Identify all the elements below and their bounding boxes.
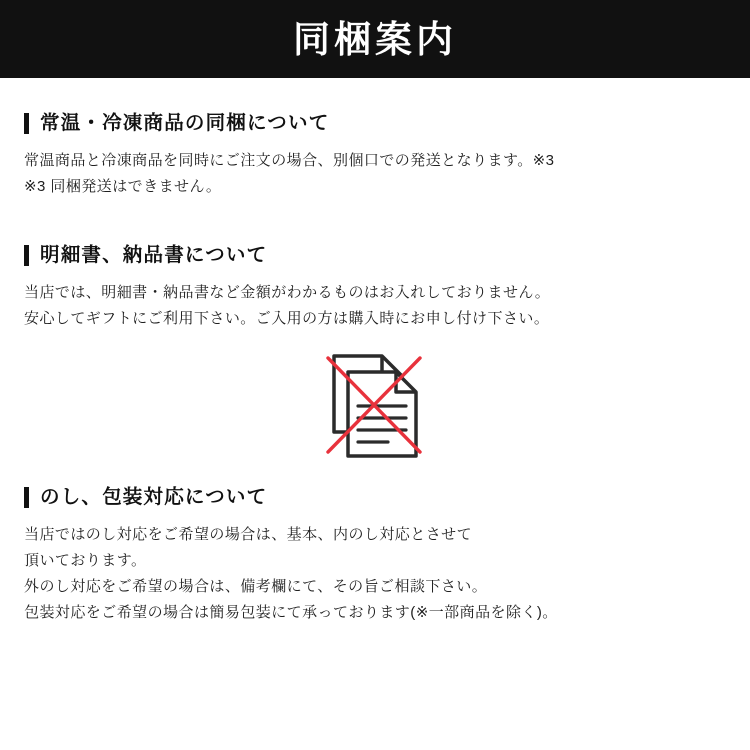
- section-heading-label: 常温・冷凍商品の同梱について: [40, 112, 330, 134]
- heading-accent-bar: [24, 113, 29, 134]
- section-body-line: ※3 同梱発送はできません。: [24, 178, 222, 196]
- heading-accent-bar: [24, 245, 29, 266]
- section-heading-label: のし、包装対応について: [40, 485, 268, 508]
- no-invoice-icon: [320, 348, 430, 464]
- no-invoice-illustration: [24, 346, 726, 466]
- section-noshi-wrapping: [24, 486, 726, 626]
- section-body-line: 包装対応をご希望の場合は簡易包装にて承っております(※一部商品を除く)。: [24, 603, 558, 621]
- section-heading: [24, 486, 726, 509]
- content-area: [0, 112, 750, 626]
- section-invoice-statement: [24, 244, 726, 466]
- header-bar: [0, 0, 750, 78]
- section-heading: [24, 244, 726, 267]
- section-body-line: 外のし対応をご希望の場合は、備考欄にて、その旨ご相談下さい。: [24, 577, 488, 595]
- heading-accent-bar: [24, 487, 29, 508]
- page-title: 同梱案内: [293, 18, 457, 60]
- section-heading: [24, 112, 726, 135]
- section-refrigeration-bundling: [24, 112, 726, 200]
- section-body-line: 当店では、明細書・納品書など金額がわかるものはお入れしておりません。: [24, 284, 551, 302]
- section-body-line: 常温商品と冷凍商品を同時にご注文の場合、別個口での発送となります。※3: [24, 152, 555, 170]
- section-heading-label: 明細書、納品書について: [40, 243, 268, 266]
- section-body-line: 頂いております。: [24, 552, 147, 570]
- section-body-line: 安心してギフトにご利用下さい。ご入用の方は購入時にお申し付け下さい。: [24, 310, 550, 328]
- section-body-line: 当店ではのし対応をご希望の場合は、基本、内のし対応とさせて: [24, 526, 473, 544]
